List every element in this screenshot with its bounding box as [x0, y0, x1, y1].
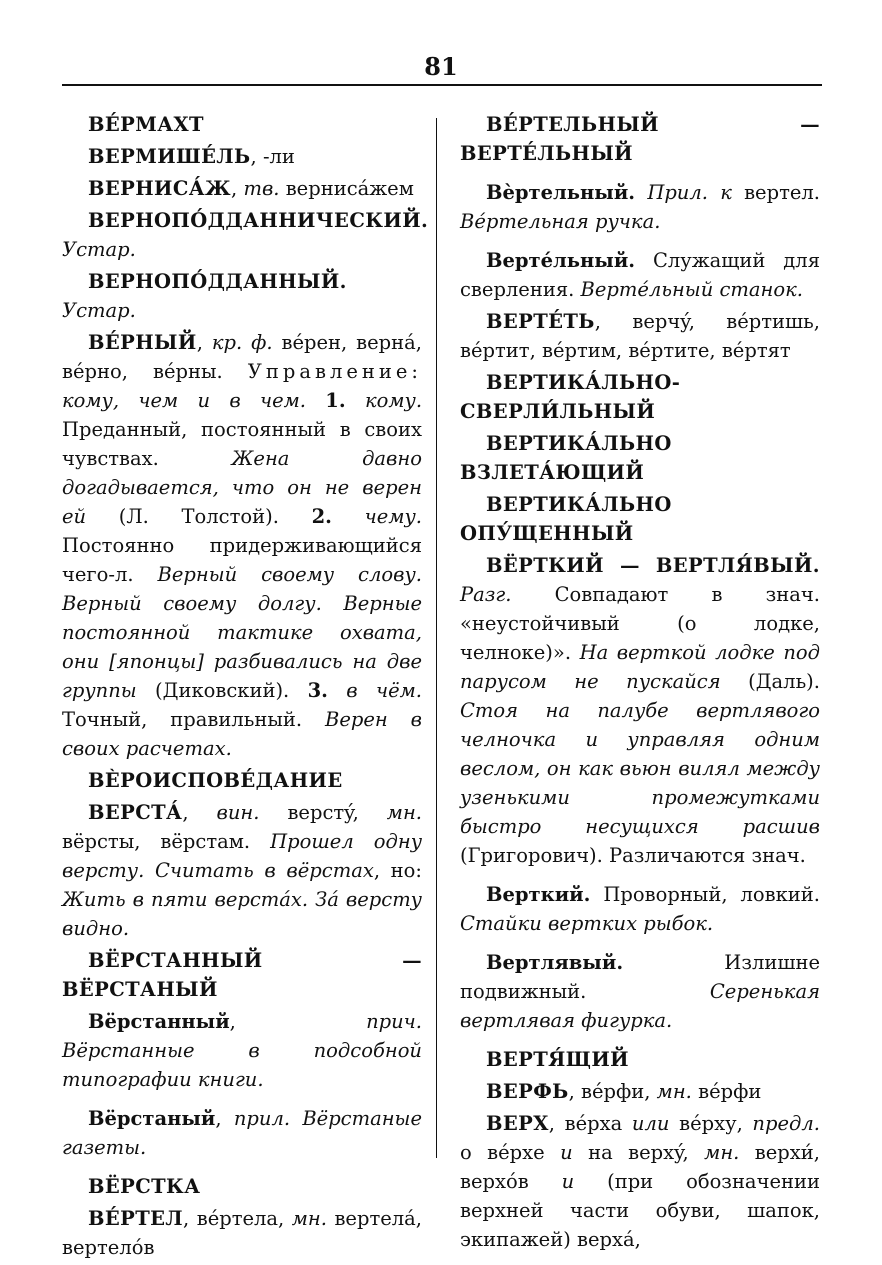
entry-text: Постоянно придерживающийся чего-л.: [62, 534, 422, 586]
dictionary-entry: [460, 880, 820, 938]
entry-text: вéрфи: [691, 1080, 762, 1103]
entry-text: вéрен, вернá, вéрно, вéрны.: [62, 331, 422, 383]
dictionary-entry: [62, 328, 422, 763]
page-number: 81: [424, 52, 458, 81]
entry-text: Прил. к: [647, 181, 732, 204]
entry-headword: ВЕРТИКА́ЛЬНО ВЗЛЕТА́ЮЩИЙ: [460, 432, 672, 484]
entry-text: 2.: [311, 505, 332, 528]
dictionary-entry: [460, 551, 820, 870]
entry-text: [332, 505, 365, 528]
dictionary-entry: [62, 1104, 422, 1162]
entry-text: (Григорович). Различаются знач.: [460, 844, 806, 867]
entry-text: Жить в пяти верстáх. Зá версту видно.: [62, 888, 422, 940]
entry-text: Вёрстаный: [88, 1107, 216, 1130]
entry-text: Совпадают в знач. «неустойчивый (о лодке, челноке)».: [460, 583, 820, 664]
dictionary-entry: [460, 1109, 820, 1254]
entry-text: Разг.: [460, 583, 512, 606]
entry-text: [635, 181, 647, 204]
entry-text: кому.: [364, 389, 423, 412]
right-column: [460, 110, 820, 1257]
entry-text: на верхý,: [572, 1141, 705, 1164]
dictionary-entry: [460, 948, 820, 1035]
entry-text: о вéрхе: [460, 1141, 561, 1164]
entry-text: верстý,: [259, 801, 387, 824]
dictionary-entry: [62, 267, 422, 325]
dictionary-entry: [62, 142, 422, 171]
entry-text: вертелá, вертелóв: [62, 1207, 422, 1259]
dictionary-entry: [62, 174, 422, 203]
dictionary-entry: [62, 1204, 422, 1262]
entry-text: кому, чем и в чем.: [62, 389, 306, 412]
entry-text: (Диковский).: [136, 679, 308, 702]
entry-text: ,: [215, 1107, 234, 1130]
entry-headword: ВЕРХ: [486, 1112, 549, 1135]
dictionary-entry: [460, 368, 820, 426]
entry-text: Верте́льный.: [486, 249, 636, 272]
entry-headword: ВЕРФЬ: [486, 1080, 569, 1103]
entry-text: предл.: [752, 1112, 820, 1135]
entry-text: Точный, правильный.: [62, 708, 325, 731]
dictionary-entry: [62, 1172, 422, 1201]
entry-headword: ВЕРТИКА́ЛЬНО-СВЕРЛИ́ЛЬНЫЙ: [460, 371, 681, 423]
entry-headword: ВЕРНОПО́ДДАННИЧЕСКИЙ.: [88, 209, 429, 232]
entry-text: вертел.: [731, 181, 820, 204]
dictionary-entry: [460, 307, 820, 365]
column-divider: [436, 118, 437, 1158]
entry-text: Излишне подвижный.: [460, 951, 820, 1003]
dictionary-entry: [460, 429, 820, 487]
entry-text: тв.: [243, 177, 280, 200]
entry-text: (при обозначении верхней части обуви, шапок, экипажей) верхá,: [460, 1170, 820, 1251]
entry-text: (Л. Толстой).: [86, 505, 312, 528]
entry-text: мн.: [656, 1080, 692, 1103]
entry-text: Устар.: [62, 238, 136, 261]
entry-text: Верткий.: [486, 883, 591, 906]
entry-text: Вёрстанный: [88, 1010, 230, 1033]
entry-text: 3.: [307, 679, 328, 702]
entry-text: вин.: [216, 801, 260, 824]
entry-text: Серенькая вертлявая фигурка.: [460, 980, 820, 1032]
entry-text: Стайки вертких рыбок.: [460, 912, 714, 935]
entry-headword: ВЕРСТА́: [88, 801, 183, 824]
dictionary-entry: [62, 946, 422, 1004]
entry-headword: ВЁРСТАННЫЙ — ВЁРСТАНЫЙ: [62, 949, 422, 1001]
entry-text: Вертлявый.: [486, 951, 624, 974]
entry-headword: ВЁРТКИЙ — ВЕРТЛЯ́ВЫЙ.: [486, 554, 820, 577]
entry-headword: ВЕРМИШЕ́ЛЬ: [88, 145, 251, 168]
entry-headword: ВЕ́РНЫЙ: [88, 331, 197, 354]
entry-text: , вéрха: [548, 1112, 632, 1135]
entry-headword: ВЕРТЕ́ТЬ: [486, 310, 595, 333]
entry-text: и: [560, 1141, 573, 1164]
entry-text: Устар.: [62, 299, 136, 322]
entry-text: , верчý, вéртишь, вéртит, вéртим, вéртите, вéртят: [460, 310, 820, 362]
entry-text: кр. ф.: [211, 331, 273, 354]
dictionary-entry: [62, 206, 429, 264]
dictionary-entry: [62, 798, 422, 943]
entry-text: (Даль).: [720, 670, 820, 693]
dictionary-entry: [460, 110, 820, 168]
entry-text: Вѐртельный.: [486, 181, 636, 204]
entry-text: Верен в своих расчетах.: [62, 708, 422, 760]
entry-text: Проворный, ловкий.: [590, 883, 820, 906]
entry-headword: ВЕРТИКА́ЛЬНО ОПУ́ЩЕННЫЙ: [460, 493, 672, 545]
entry-text: и: [561, 1170, 575, 1193]
dictionary-entry: [62, 1007, 422, 1094]
dictionary-entry: [460, 1077, 820, 1106]
entry-text: мн.: [386, 801, 422, 824]
entry-text: , но:: [373, 859, 422, 882]
entry-headword: ВЀРОИСПОВЕ́ДАНИЕ: [88, 769, 343, 792]
entry-text: Верте́льный станок.: [580, 278, 803, 301]
entry-text: 1.: [325, 389, 346, 412]
entry-text: Служащий для сверления.: [460, 249, 820, 301]
entry-text: ,: [231, 177, 244, 200]
entry-text: , вéртела,: [183, 1207, 292, 1230]
dictionary-entry: [62, 766, 422, 795]
entry-text: Ве́ртельная ручка.: [460, 210, 661, 233]
entry-text: Преданный, постоянный в своих чувствах.: [62, 418, 422, 470]
dictionary-entry: [62, 110, 422, 139]
entry-text: мн.: [704, 1141, 740, 1164]
entry-headword: ВЕРТЯ́ЩИЙ: [486, 1048, 629, 1071]
dictionary-entry: [460, 490, 820, 548]
entry-text: Прошел одну версту. Считать в вёрстах: [62, 830, 423, 882]
entry-text: Стоя на палубе вертлявого челночка и управляя одним веслом, он как вьюн вилял между узенькими промежутками быстро несущихся расшив: [460, 699, 820, 838]
entry-text: [346, 389, 365, 412]
entry-text: ,: [196, 331, 212, 354]
entry-text: или: [631, 1112, 670, 1135]
entry-text: , -ли: [250, 145, 295, 168]
entry-headword: ВЕ́РМАХТ: [88, 113, 204, 136]
entry-text: , вéрфи,: [568, 1080, 657, 1103]
entry-text: ,: [229, 1010, 367, 1033]
left-column: [62, 110, 429, 1265]
entry-text: Верный своему слову. Верный своему долгу. Верные постоянной тактике охвата, они [японцы] разбивались на две группы: [62, 563, 422, 702]
entry-headword: ВЁРСТКА: [88, 1175, 201, 1198]
entry-text: прил. Вёрстаные газеты.: [62, 1107, 422, 1159]
dictionary-entry: [460, 178, 820, 236]
entry-headword: ВЕРНИСА́Ж: [88, 177, 232, 200]
entry-text: мн.: [291, 1207, 327, 1230]
header-rule: [62, 84, 822, 86]
entry-text: чему.: [364, 505, 423, 528]
entry-text: вéрху,: [669, 1112, 753, 1135]
entry-text: в чём.: [346, 679, 422, 702]
entry-text: [306, 389, 325, 412]
entry-text: вернисáжем: [279, 177, 414, 200]
entry-text: прич. Вёрстанные в подсобной типографии книги.: [62, 1010, 422, 1091]
entry-text: Управление:: [247, 360, 422, 383]
entry-headword: ВЕ́РТЕЛЬНЫЙ — ВЕРТЕ́ЛЬНЫЙ: [460, 113, 820, 165]
entry-headword: ВЕРНОПО́ДДАННЫЙ.: [88, 270, 347, 293]
entry-text: Жена давно догадывается, что он не верен ей: [62, 447, 422, 528]
entry-text: [328, 679, 346, 702]
entry-text: вёрсты, вёрстам.: [62, 830, 271, 853]
entry-headword: ВЕ́РТЕЛ: [88, 1207, 184, 1230]
entry-text: верхи́, верхóв: [460, 1141, 820, 1193]
dictionary-entry: [460, 1045, 820, 1074]
dictionary-entry: [460, 246, 820, 304]
entry-text: На верткой лодке под парусом не пускайся: [460, 641, 820, 693]
entry-text: ,: [182, 801, 217, 824]
